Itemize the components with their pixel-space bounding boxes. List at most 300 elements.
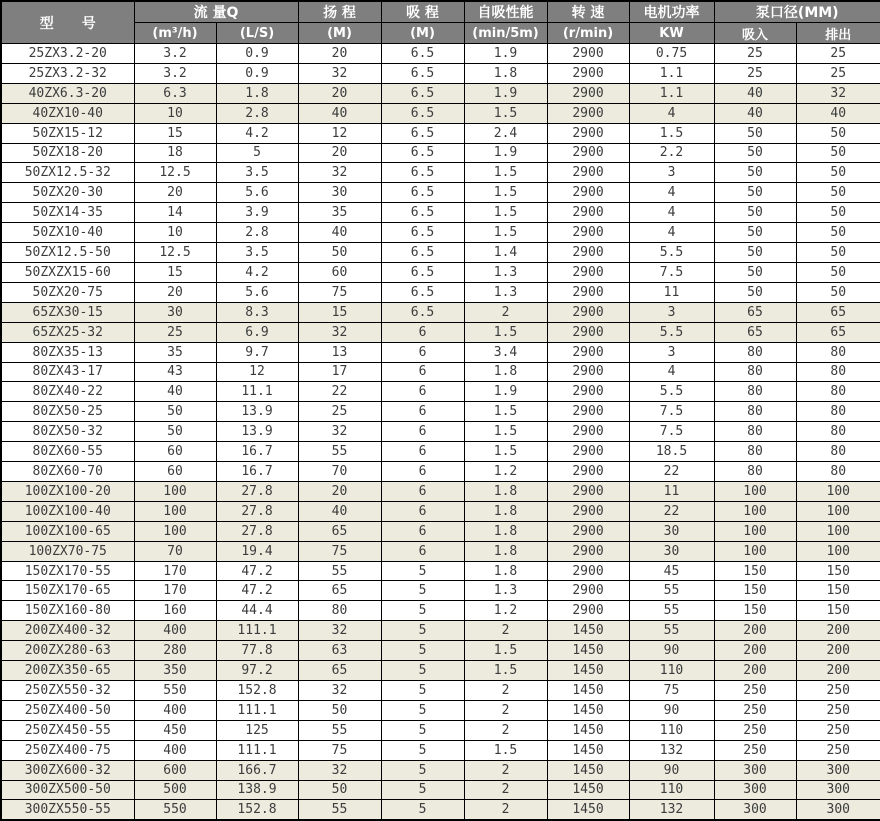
table-row — [1, 243, 880, 263]
cell-suction: 6 — [381, 342, 464, 362]
header-flow: 流 量Q — [134, 1, 298, 23]
cell-speed: 1450 — [547, 621, 629, 641]
table-row — [1, 760, 880, 780]
cell-model: 250ZX450-55 — [1, 720, 134, 740]
table-row — [1, 183, 880, 203]
cell-head: 25 — [298, 402, 381, 422]
cell-model: 50ZX20-30 — [1, 183, 134, 203]
cell-flow_ls: 111.1 — [216, 621, 298, 641]
table-row — [1, 462, 880, 482]
cell-outlet: 50 — [796, 143, 880, 163]
cell-speed: 1450 — [547, 720, 629, 740]
cell-suction: 6 — [381, 501, 464, 521]
cell-suction: 5 — [381, 700, 464, 720]
cell-inlet: 250 — [714, 720, 796, 740]
cell-outlet: 100 — [796, 501, 880, 521]
cell-flow_m3h: 400 — [134, 700, 216, 720]
cell-flow_m3h: 400 — [134, 740, 216, 760]
cell-power: 7.5 — [629, 262, 714, 282]
cell-head: 32 — [298, 163, 381, 183]
cell-flow_ls: 47.2 — [216, 581, 298, 601]
table-row — [1, 581, 880, 601]
header-speed-unit: (r/min) — [547, 23, 629, 44]
cell-outlet: 50 — [796, 223, 880, 243]
cell-suction: 6.5 — [381, 103, 464, 123]
header-power-unit: KW — [629, 23, 714, 44]
cell-outlet: 200 — [796, 641, 880, 661]
cell-inlet: 100 — [714, 541, 796, 561]
cell-outlet: 25 — [796, 63, 880, 83]
cell-flow_ls: 13.9 — [216, 402, 298, 422]
cell-outlet: 32 — [796, 83, 880, 103]
table-row — [1, 402, 880, 422]
header-speed: 转 速 — [547, 1, 629, 23]
cell-suction: 6.5 — [381, 203, 464, 223]
cell-power: 4 — [629, 183, 714, 203]
cell-power: 7.5 — [629, 422, 714, 442]
cell-flow_m3h: 50 — [134, 422, 216, 442]
cell-speed: 2900 — [547, 203, 629, 223]
table-row — [1, 123, 880, 143]
cell-flow_ls: 5 — [216, 143, 298, 163]
cell-inlet: 80 — [714, 382, 796, 402]
cell-flow_ls: 4.2 — [216, 123, 298, 143]
table-row — [1, 780, 880, 800]
cell-power: 5.5 — [629, 322, 714, 342]
cell-outlet: 200 — [796, 621, 880, 641]
cell-model: 150ZX170-55 — [1, 561, 134, 581]
cell-speed: 2900 — [547, 422, 629, 442]
cell-flow_ls: 152.8 — [216, 681, 298, 701]
cell-flow_ls: 27.8 — [216, 501, 298, 521]
table-row — [1, 203, 880, 223]
cell-flow_ls: 16.7 — [216, 462, 298, 482]
cell-inlet: 80 — [714, 422, 796, 442]
header-head-unit: (M) — [298, 23, 381, 44]
cell-model: 50ZX20-75 — [1, 282, 134, 302]
cell-flow_m3h: 60 — [134, 442, 216, 462]
table-row — [1, 681, 880, 701]
cell-flow_m3h: 10 — [134, 223, 216, 243]
cell-inlet: 80 — [714, 462, 796, 482]
header-port-inlet: 吸入 — [714, 23, 796, 44]
cell-flow_m3h: 43 — [134, 362, 216, 382]
cell-flow_m3h: 3.2 — [134, 44, 216, 64]
cell-model: 250ZX550-32 — [1, 681, 134, 701]
cell-head: 32 — [298, 63, 381, 83]
cell-flow_ls: 125 — [216, 720, 298, 740]
cell-flow_m3h: 600 — [134, 760, 216, 780]
cell-inlet: 25 — [714, 44, 796, 64]
cell-outlet: 300 — [796, 800, 880, 820]
table-row — [1, 262, 880, 282]
header-suction-unit: (M) — [381, 23, 464, 44]
cell-head: 20 — [298, 83, 381, 103]
cell-model: 250ZX400-50 — [1, 700, 134, 720]
cell-outlet: 150 — [796, 561, 880, 581]
cell-suction: 6.5 — [381, 262, 464, 282]
cell-model: 100ZX100-65 — [1, 521, 134, 541]
cell-flow_m3h: 100 — [134, 521, 216, 541]
cell-speed: 2900 — [547, 243, 629, 263]
header-priming: 自吸性能 — [464, 1, 547, 23]
table-row — [1, 163, 880, 183]
header-head: 扬 程 — [298, 1, 381, 23]
cell-flow_m3h: 14 — [134, 203, 216, 223]
cell-priming: 1.5 — [464, 183, 547, 203]
cell-priming: 2 — [464, 800, 547, 820]
cell-flow_m3h: 70 — [134, 541, 216, 561]
cell-head: 20 — [298, 143, 381, 163]
cell-suction: 6.5 — [381, 223, 464, 243]
cell-flow_m3h: 550 — [134, 800, 216, 820]
cell-outlet: 50 — [796, 262, 880, 282]
cell-speed: 2900 — [547, 481, 629, 501]
cell-flow_ls: 19.4 — [216, 541, 298, 561]
cell-priming: 1.5 — [464, 163, 547, 183]
cell-speed: 2900 — [547, 581, 629, 601]
cell-model: 50ZX10-40 — [1, 223, 134, 243]
cell-priming: 2 — [464, 700, 547, 720]
cell-priming: 1.8 — [464, 362, 547, 382]
table-row — [1, 442, 880, 462]
cell-power: 22 — [629, 501, 714, 521]
cell-speed: 1450 — [547, 800, 629, 820]
table-row — [1, 720, 880, 740]
cell-speed: 2900 — [547, 183, 629, 203]
table-row — [1, 700, 880, 720]
cell-outlet: 50 — [796, 203, 880, 223]
cell-outlet: 200 — [796, 661, 880, 681]
cell-suction: 6.5 — [381, 243, 464, 263]
cell-inlet: 300 — [714, 800, 796, 820]
cell-flow_ls: 5.6 — [216, 183, 298, 203]
cell-priming: 2 — [464, 621, 547, 641]
cell-head: 35 — [298, 203, 381, 223]
table-row — [1, 83, 880, 103]
table-row — [1, 541, 880, 561]
cell-flow_ls: 16.7 — [216, 442, 298, 462]
cell-model: 50ZX12.5-50 — [1, 243, 134, 263]
cell-power: 4 — [629, 103, 714, 123]
cell-flow_ls: 166.7 — [216, 760, 298, 780]
cell-suction: 6 — [381, 442, 464, 462]
cell-speed: 1450 — [547, 681, 629, 701]
cell-head: 32 — [298, 422, 381, 442]
cell-power: 1.5 — [629, 123, 714, 143]
cell-inlet: 150 — [714, 581, 796, 601]
cell-outlet: 150 — [796, 601, 880, 621]
cell-inlet: 50 — [714, 163, 796, 183]
cell-power: 132 — [629, 800, 714, 820]
table-row — [1, 282, 880, 302]
cell-head: 12 — [298, 123, 381, 143]
cell-model: 100ZX70-75 — [1, 541, 134, 561]
cell-speed: 2900 — [547, 342, 629, 362]
cell-suction: 5 — [381, 621, 464, 641]
cell-head: 50 — [298, 700, 381, 720]
table-row — [1, 143, 880, 163]
cell-power: 75 — [629, 681, 714, 701]
cell-suction: 5 — [381, 641, 464, 661]
cell-head: 65 — [298, 661, 381, 681]
cell-suction: 6 — [381, 362, 464, 382]
table-row — [1, 601, 880, 621]
cell-flow_ls: 47.2 — [216, 561, 298, 581]
cell-head: 55 — [298, 442, 381, 462]
cell-speed: 2900 — [547, 223, 629, 243]
cell-outlet: 80 — [796, 342, 880, 362]
cell-outlet: 100 — [796, 521, 880, 541]
cell-outlet: 250 — [796, 740, 880, 760]
cell-head: 40 — [298, 223, 381, 243]
table-row — [1, 561, 880, 581]
cell-priming: 1.5 — [464, 322, 547, 342]
cell-inlet: 100 — [714, 521, 796, 541]
cell-suction: 6.5 — [381, 63, 464, 83]
cell-flow_ls: 12 — [216, 362, 298, 382]
cell-speed: 2900 — [547, 143, 629, 163]
cell-priming: 1.5 — [464, 740, 547, 760]
cell-priming: 3.4 — [464, 342, 547, 362]
cell-flow_ls: 44.4 — [216, 601, 298, 621]
table-row — [1, 322, 880, 342]
cell-speed: 2900 — [547, 521, 629, 541]
cell-outlet: 80 — [796, 362, 880, 382]
cell-power: 22 — [629, 462, 714, 482]
cell-model: 65ZX25-32 — [1, 322, 134, 342]
cell-speed: 1450 — [547, 641, 629, 661]
cell-priming: 1.8 — [464, 481, 547, 501]
cell-outlet: 80 — [796, 382, 880, 402]
cell-suction: 6.5 — [381, 143, 464, 163]
cell-priming: 1.5 — [464, 442, 547, 462]
cell-priming: 2 — [464, 760, 547, 780]
cell-flow_ls: 111.1 — [216, 700, 298, 720]
cell-head: 75 — [298, 282, 381, 302]
cell-suction: 6 — [381, 481, 464, 501]
cell-outlet: 50 — [796, 282, 880, 302]
cell-inlet: 50 — [714, 262, 796, 282]
cell-inlet: 250 — [714, 700, 796, 720]
cell-flow_m3h: 15 — [134, 262, 216, 282]
cell-model: 150ZX170-65 — [1, 581, 134, 601]
cell-flow_ls: 138.9 — [216, 780, 298, 800]
cell-outlet: 50 — [796, 243, 880, 263]
cell-model: 50ZX14-35 — [1, 203, 134, 223]
cell-outlet: 50 — [796, 183, 880, 203]
cell-power: 7.5 — [629, 402, 714, 422]
cell-head: 22 — [298, 382, 381, 402]
cell-model: 80ZX35-13 — [1, 342, 134, 362]
cell-flow_ls: 3.9 — [216, 203, 298, 223]
cell-flow_m3h: 30 — [134, 302, 216, 322]
cell-power: 4 — [629, 362, 714, 382]
cell-model: 40ZX10-40 — [1, 103, 134, 123]
cell-flow_m3h: 280 — [134, 641, 216, 661]
cell-model: 25ZX3.2-32 — [1, 63, 134, 83]
cell-head: 55 — [298, 561, 381, 581]
cell-head: 20 — [298, 44, 381, 64]
cell-speed: 2900 — [547, 44, 629, 64]
cell-head: 80 — [298, 601, 381, 621]
cell-power: 55 — [629, 601, 714, 621]
cell-inlet: 50 — [714, 143, 796, 163]
cell-head: 30 — [298, 183, 381, 203]
cell-power: 18.5 — [629, 442, 714, 462]
cell-speed: 2900 — [547, 262, 629, 282]
header-model: 型 号 — [1, 1, 134, 44]
header-flow-m3h-unit: (m³/h) — [134, 23, 216, 44]
cell-inlet: 100 — [714, 501, 796, 521]
cell-flow_m3h: 500 — [134, 780, 216, 800]
table-row — [1, 661, 880, 681]
cell-flow_m3h: 50 — [134, 402, 216, 422]
cell-inlet: 80 — [714, 362, 796, 382]
header-priming-unit: (min/5m) — [464, 23, 547, 44]
cell-power: 1.1 — [629, 63, 714, 83]
cell-speed: 2900 — [547, 362, 629, 382]
cell-model: 50ZXZX15-60 — [1, 262, 134, 282]
cell-suction: 6.5 — [381, 83, 464, 103]
table-row — [1, 621, 880, 641]
table-row — [1, 740, 880, 760]
cell-flow_ls: 6.9 — [216, 322, 298, 342]
cell-outlet: 65 — [796, 322, 880, 342]
cell-model: 100ZX100-40 — [1, 501, 134, 521]
cell-outlet: 100 — [796, 541, 880, 561]
cell-speed: 1450 — [547, 740, 629, 760]
cell-priming: 1.4 — [464, 243, 547, 263]
table-row — [1, 103, 880, 123]
header-port: 泵口径(MM) — [714, 1, 880, 23]
cell-flow_m3h: 20 — [134, 183, 216, 203]
cell-flow_m3h: 3.2 — [134, 63, 216, 83]
cell-head: 40 — [298, 501, 381, 521]
cell-flow_ls: 0.9 — [216, 44, 298, 64]
cell-flow_m3h: 25 — [134, 322, 216, 342]
cell-model: 200ZX400-32 — [1, 621, 134, 641]
cell-priming: 2.4 — [464, 123, 547, 143]
cell-suction: 6.5 — [381, 163, 464, 183]
cell-power: 90 — [629, 700, 714, 720]
cell-power: 90 — [629, 760, 714, 780]
cell-head: 63 — [298, 641, 381, 661]
cell-flow_m3h: 170 — [134, 581, 216, 601]
cell-priming: 1.5 — [464, 103, 547, 123]
table-row — [1, 342, 880, 362]
cell-inlet: 250 — [714, 740, 796, 760]
cell-flow_m3h: 20 — [134, 282, 216, 302]
cell-priming: 1.5 — [464, 203, 547, 223]
cell-power: 132 — [629, 740, 714, 760]
cell-flow_ls: 3.5 — [216, 243, 298, 263]
cell-outlet: 100 — [796, 481, 880, 501]
cell-outlet: 150 — [796, 581, 880, 601]
cell-suction: 5 — [381, 800, 464, 820]
cell-flow_ls: 152.8 — [216, 800, 298, 820]
cell-inlet: 50 — [714, 203, 796, 223]
cell-power: 2.2 — [629, 143, 714, 163]
cell-model: 65ZX30-15 — [1, 302, 134, 322]
cell-flow_m3h: 6.3 — [134, 83, 216, 103]
header-power: 电机功率 — [629, 1, 714, 23]
cell-power: 30 — [629, 521, 714, 541]
cell-priming: 1.8 — [464, 541, 547, 561]
cell-suction: 5 — [381, 561, 464, 581]
cell-priming: 2 — [464, 780, 547, 800]
table-row — [1, 641, 880, 661]
cell-priming: 2 — [464, 302, 547, 322]
cell-inlet: 40 — [714, 83, 796, 103]
cell-power: 45 — [629, 561, 714, 581]
cell-speed: 2900 — [547, 541, 629, 561]
cell-suction: 6.5 — [381, 44, 464, 64]
cell-outlet: 80 — [796, 462, 880, 482]
cell-power: 110 — [629, 720, 714, 740]
cell-head: 75 — [298, 541, 381, 561]
cell-model: 200ZX280-63 — [1, 641, 134, 661]
cell-power: 55 — [629, 621, 714, 641]
cell-outlet: 300 — [796, 780, 880, 800]
cell-flow_ls: 2.8 — [216, 103, 298, 123]
cell-head: 65 — [298, 521, 381, 541]
cell-model: 300ZX550-55 — [1, 800, 134, 820]
cell-head: 65 — [298, 581, 381, 601]
cell-head: 13 — [298, 342, 381, 362]
header-suction: 吸 程 — [381, 1, 464, 23]
cell-inlet: 40 — [714, 103, 796, 123]
cell-power: 11 — [629, 481, 714, 501]
cell-model: 50ZX12.5-32 — [1, 163, 134, 183]
cell-inlet: 65 — [714, 302, 796, 322]
cell-model: 80ZX50-25 — [1, 402, 134, 422]
cell-speed: 2900 — [547, 382, 629, 402]
cell-flow_m3h: 15 — [134, 123, 216, 143]
cell-speed: 2900 — [547, 442, 629, 462]
cell-priming: 1.2 — [464, 601, 547, 621]
cell-speed: 1450 — [547, 661, 629, 681]
cell-model: 50ZX15-12 — [1, 123, 134, 143]
cell-flow_m3h: 160 — [134, 601, 216, 621]
cell-power: 110 — [629, 780, 714, 800]
table-row — [1, 422, 880, 442]
cell-priming: 1.5 — [464, 641, 547, 661]
cell-head: 55 — [298, 800, 381, 820]
cell-priming: 2 — [464, 720, 547, 740]
cell-outlet: 25 — [796, 44, 880, 64]
cell-flow_ls: 9.7 — [216, 342, 298, 362]
cell-suction: 5 — [381, 601, 464, 621]
cell-suction: 6 — [381, 402, 464, 422]
cell-inlet: 200 — [714, 641, 796, 661]
cell-power: 55 — [629, 581, 714, 601]
cell-model: 80ZX60-70 — [1, 462, 134, 482]
cell-flow_m3h: 60 — [134, 462, 216, 482]
cell-suction: 6.5 — [381, 302, 464, 322]
cell-flow_m3h: 170 — [134, 561, 216, 581]
cell-suction: 5 — [381, 661, 464, 681]
cell-suction: 6 — [381, 322, 464, 342]
table-row — [1, 800, 880, 820]
cell-head: 15 — [298, 302, 381, 322]
cell-flow_m3h: 18 — [134, 143, 216, 163]
cell-speed: 2900 — [547, 83, 629, 103]
cell-power: 4 — [629, 223, 714, 243]
cell-model: 300ZX600-32 — [1, 760, 134, 780]
cell-suction: 5 — [381, 760, 464, 780]
header-flow-ls-unit: (L/S) — [216, 23, 298, 44]
